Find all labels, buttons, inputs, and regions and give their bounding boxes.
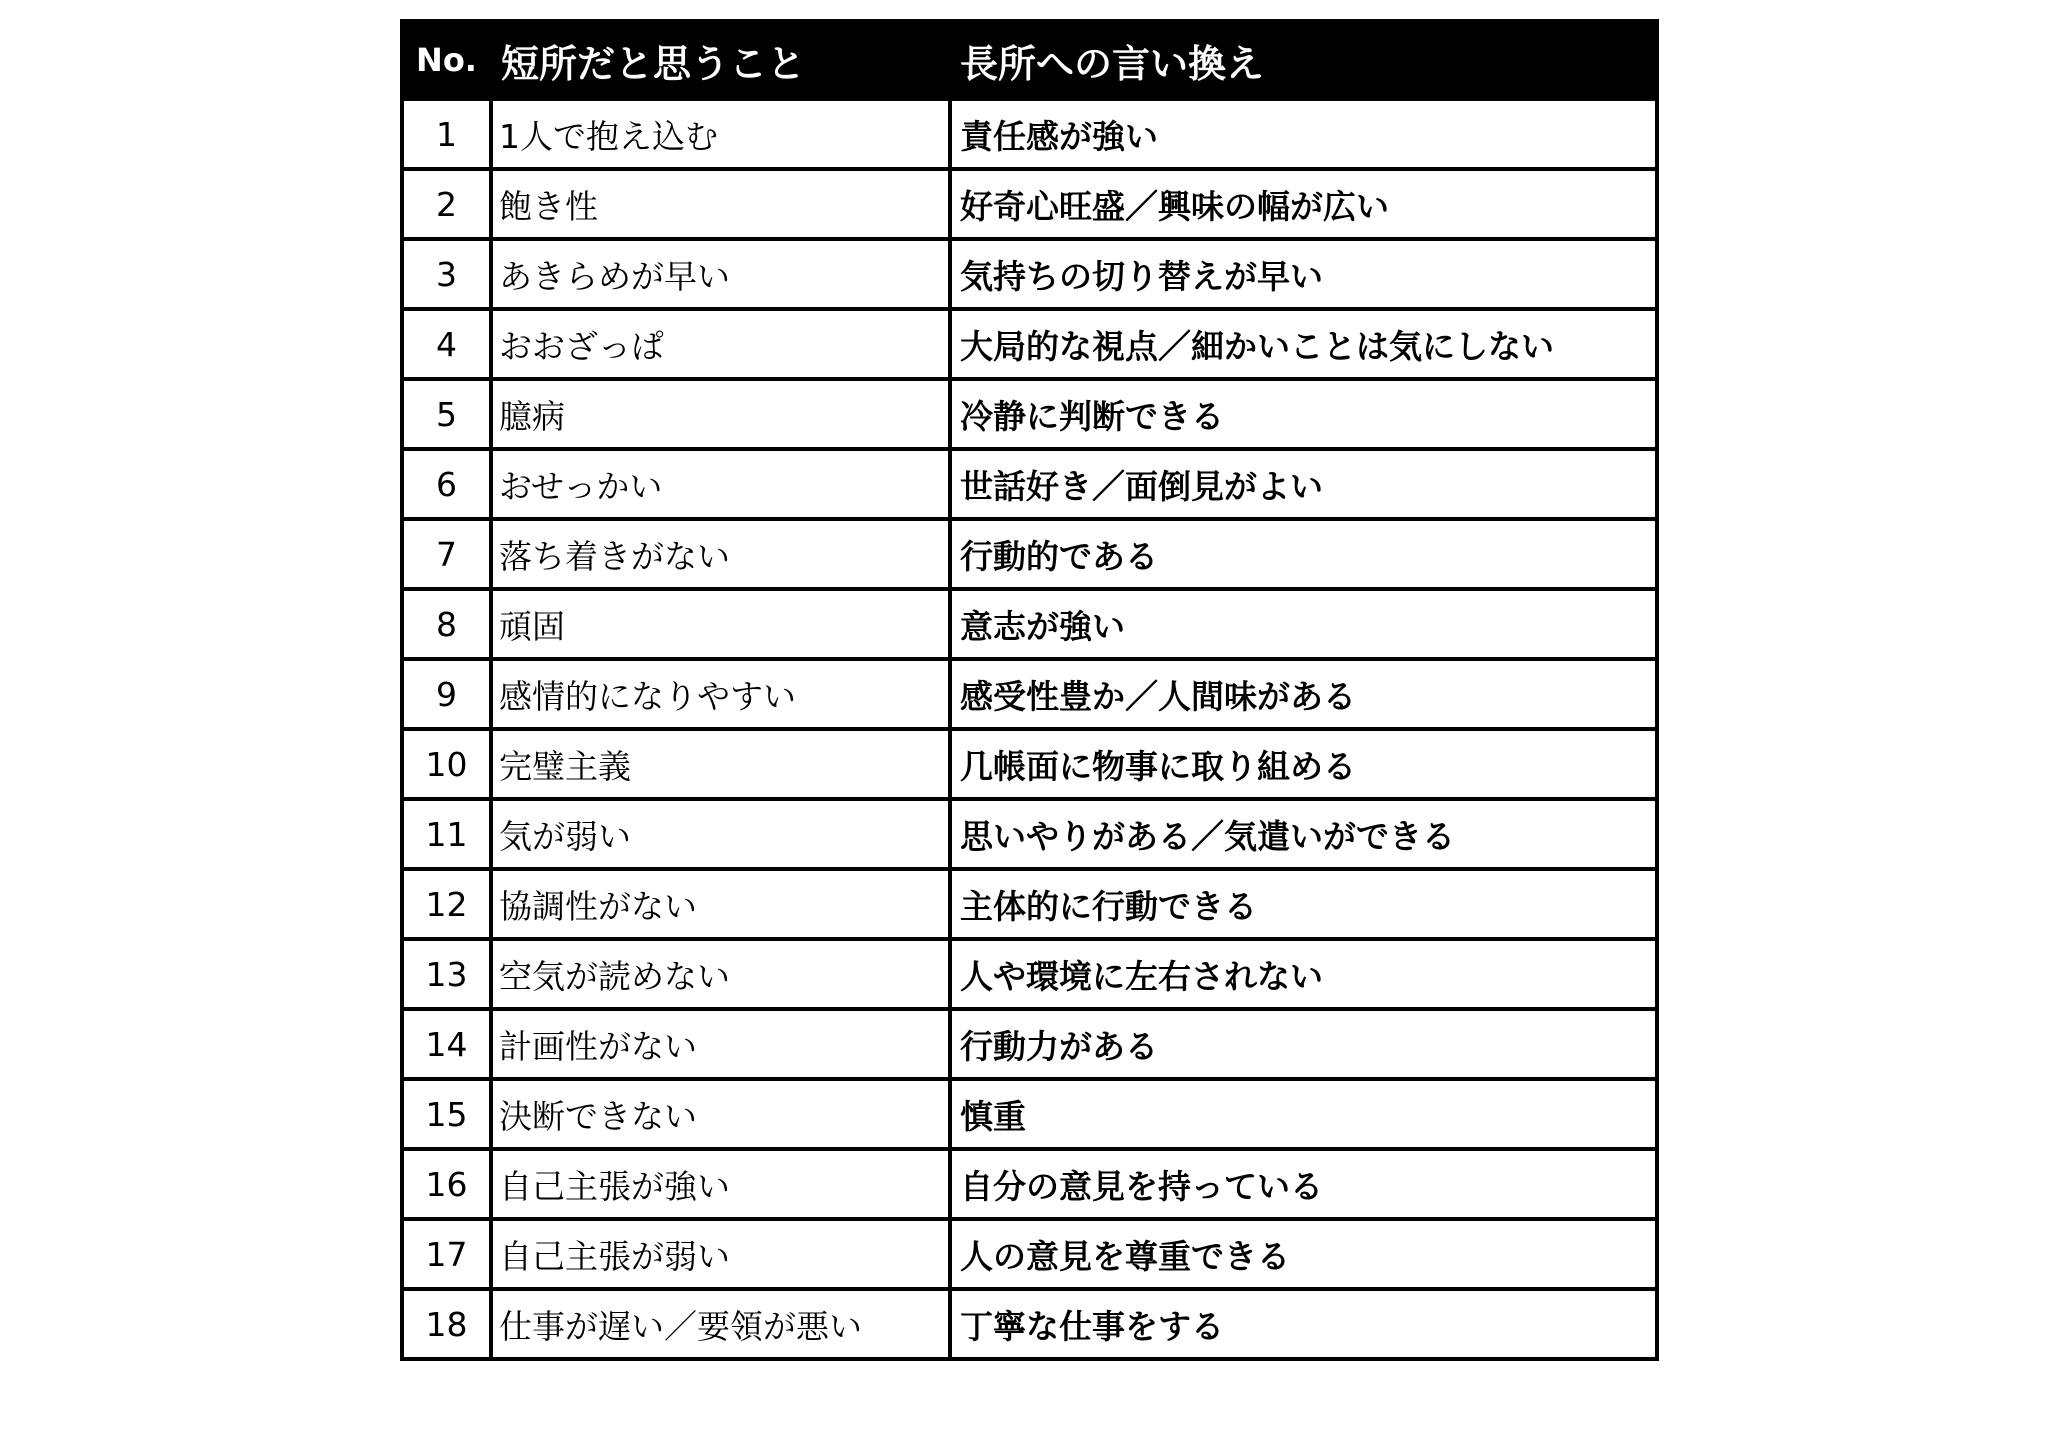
table-body [402, 99, 1657, 1359]
table-row [402, 1289, 1657, 1359]
weakness-cell: 飽き性 [491, 169, 950, 239]
strength-cell: 几帳面に物事に取り組める [950, 729, 1657, 799]
row-number: 8 [402, 589, 491, 659]
strength-cell: 大局的な視点／細かいことは気にしない [950, 309, 1657, 379]
strength-cell: 自分の意見を持っている [950, 1149, 1657, 1219]
row-number: 14 [402, 1009, 491, 1079]
weakness-cell: 落ち着きがない [491, 519, 950, 589]
strength-cell: 感受性豊か／人間味がある [950, 659, 1657, 729]
weakness-cell: 頑固 [491, 589, 950, 659]
header-no: No. [402, 21, 491, 99]
row-number: 6 [402, 449, 491, 519]
table-row [402, 1149, 1657, 1219]
row-number: 16 [402, 1149, 491, 1219]
strength-cell: 慎重 [950, 1079, 1657, 1149]
weakness-cell: 完璧主義 [491, 729, 950, 799]
strength-cell: 人や環境に左右されない [950, 939, 1657, 1009]
strength-cell: 好奇心旺盛／興味の幅が広い [950, 169, 1657, 239]
table-row [402, 99, 1657, 169]
table-row [402, 309, 1657, 379]
weakness-cell: 自己主張が強い [491, 1149, 950, 1219]
weakness-cell: 決断できない [491, 1079, 950, 1149]
table-row [402, 379, 1657, 449]
strength-cell: 冷静に判断できる [950, 379, 1657, 449]
header-weakness: 短所だと思うこと [491, 21, 950, 99]
table-row [402, 869, 1657, 939]
header-strength: 長所への言い換え [950, 21, 1657, 99]
table-row [402, 449, 1657, 519]
row-number: 10 [402, 729, 491, 799]
row-number: 3 [402, 239, 491, 309]
weakness-cell: 計画性がない [491, 1009, 950, 1079]
row-number: 9 [402, 659, 491, 729]
table-row [402, 169, 1657, 239]
strength-cell: 行動力がある [950, 1009, 1657, 1079]
strength-cell: 思いやりがある／気遣いができる [950, 799, 1657, 869]
weakness-cell: 1人で抱え込む [491, 99, 950, 169]
weakness-cell: 協調性がない [491, 869, 950, 939]
table-row [402, 1219, 1657, 1289]
weakness-cell: おせっかい [491, 449, 950, 519]
table-row [402, 589, 1657, 659]
table-row [402, 659, 1657, 729]
row-number: 11 [402, 799, 491, 869]
weakness-strength-table-container [400, 19, 1655, 1361]
strength-cell: 行動的である [950, 519, 1657, 589]
strength-cell: 主体的に行動できる [950, 869, 1657, 939]
row-number: 13 [402, 939, 491, 1009]
strength-cell: 気持ちの切り替えが早い [950, 239, 1657, 309]
table-row [402, 729, 1657, 799]
table-header-row [402, 21, 1657, 99]
table-row [402, 1009, 1657, 1079]
weakness-cell: 気が弱い [491, 799, 950, 869]
row-number: 17 [402, 1219, 491, 1289]
table-row [402, 939, 1657, 1009]
table-row [402, 519, 1657, 589]
weakness-cell: 感情的になりやすい [491, 659, 950, 729]
row-number: 2 [402, 169, 491, 239]
table-row [402, 799, 1657, 869]
weakness-cell: あきらめが早い [491, 239, 950, 309]
weakness-cell: 仕事が遅い／要領が悪い [491, 1289, 950, 1359]
row-number: 4 [402, 309, 491, 379]
table-row [402, 1079, 1657, 1149]
row-number: 5 [402, 379, 491, 449]
row-number: 12 [402, 869, 491, 939]
strength-cell: 人の意見を尊重できる [950, 1219, 1657, 1289]
weakness-cell: 自己主張が弱い [491, 1219, 950, 1289]
strength-cell: 丁寧な仕事をする [950, 1289, 1657, 1359]
weakness-cell: おおざっぱ [491, 309, 950, 379]
table-row [402, 239, 1657, 309]
weakness-cell: 臆病 [491, 379, 950, 449]
row-number: 15 [402, 1079, 491, 1149]
weakness-strength-table [400, 19, 1659, 1361]
row-number: 18 [402, 1289, 491, 1359]
strength-cell: 世話好き／面倒見がよい [950, 449, 1657, 519]
row-number: 1 [402, 99, 491, 169]
strength-cell: 意志が強い [950, 589, 1657, 659]
weakness-cell: 空気が読めない [491, 939, 950, 1009]
row-number: 7 [402, 519, 491, 589]
strength-cell: 責任感が強い [950, 99, 1657, 169]
